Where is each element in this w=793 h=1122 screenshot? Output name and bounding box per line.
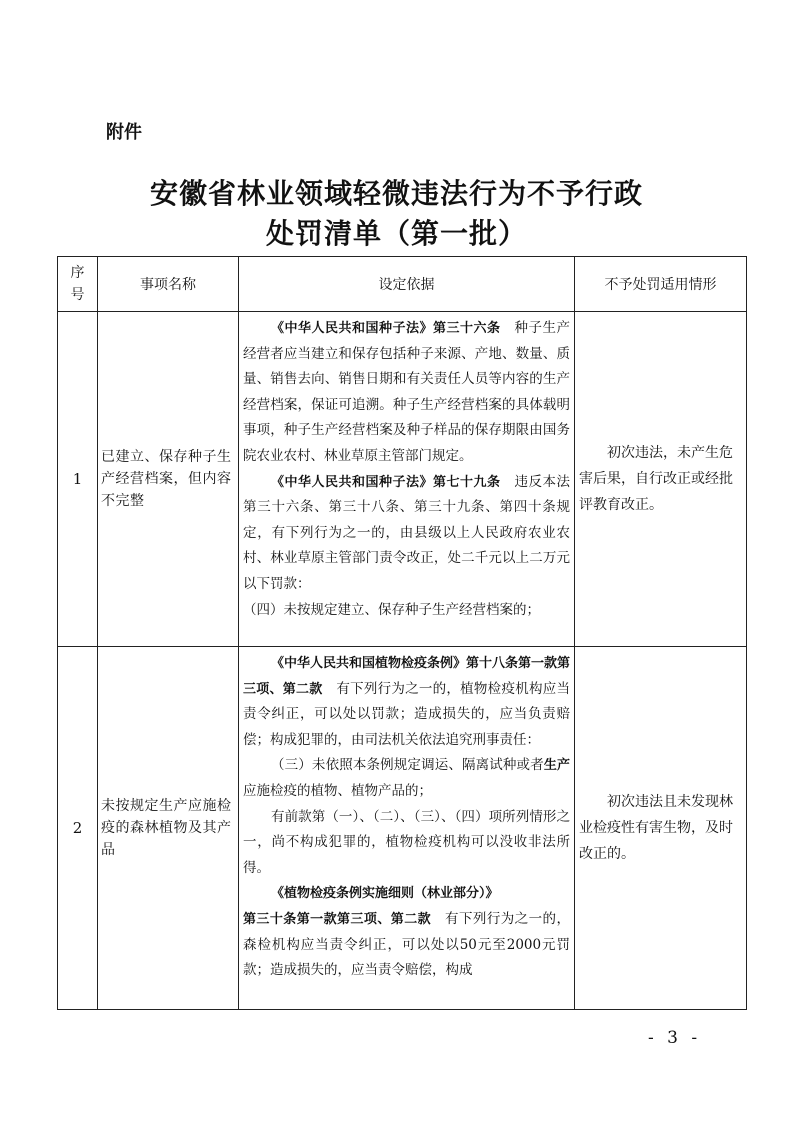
- row-condition: 初次违法，未产生危害后果，自行改正或经批评教育改正。: [575, 312, 747, 647]
- basis-law-title: 《植物检疫条例实施细则（林业部分）》: [271, 886, 499, 902]
- basis-paragraph: [243, 316, 570, 470]
- table-header-row: [58, 257, 747, 312]
- basis-law-title: 《中华人民共和国种子法》第七十九条: [271, 474, 501, 490]
- basis-law-title: 《中华人民共和国植物检疫条例》第十八条第一款第三项、第二款: [243, 656, 570, 697]
- document-title-line1: 安徽省林业领域轻微违法行为不予行政: [149, 177, 643, 210]
- row-item-name: 已建立、保存种子生产经营档案，但内容不完整: [98, 312, 239, 647]
- basis-text: 有下列行为之一的，森检机构应当责令纠正，可以处以50元至2000元罚款；造成损失的，应当责令赔偿，构成: [243, 910, 570, 979]
- table-row: [58, 647, 747, 1010]
- basis-paragraph: 有前款第（一）、（二）、（三）、（四）项所列情形之一，尚不构成犯罪的，植物检疫机构可以没收非法所得。: [243, 808, 570, 876]
- header-seq: [58, 257, 98, 312]
- header-condition: 不予处罚适用情形: [575, 257, 747, 312]
- document-title-line2: 处罚清单（第一批）: [265, 217, 527, 250]
- basis-paragraph: [243, 753, 570, 804]
- basis-article: 第三十条第一款第三项、第二款: [243, 911, 432, 927]
- basis-text: 种子生产经营者应当建立和保存包括种子来源、产地、数量、质量、销售去向、销售日期和有关责任人员等内容的生产经营档案，保证可追溯。种子生产经营档案的具体载明事项，种子生产经营档案及种子样品的保存期限由国务院农业农村、林业草原主管部门规定。: [243, 320, 570, 464]
- penalty-exemption-table: [57, 256, 747, 1010]
- table-row: [58, 312, 747, 647]
- basis-paragraph: [243, 651, 570, 753]
- row-seq: 2: [58, 647, 98, 1010]
- attachment-label: 附件: [106, 122, 142, 143]
- header-seq-line2: 号: [70, 287, 85, 303]
- basis-paragraph: [243, 907, 570, 984]
- row-item-name: 未按规定生产应施检疫的森林植物及其产品: [98, 647, 239, 1010]
- row-condition: 初次违法且未发现林业检疫性有害生物，及时改正的。: [575, 647, 747, 1010]
- basis-text: 违反本法第三十六条、第三十八条、第三十九条、第四十条规定，有下列行为之一的，由县级以上人民政府农业农村、林业草原主管部门责令改正，处二千元以上二万元以下罚款：: [243, 473, 570, 592]
- row-basis: [239, 647, 575, 1010]
- basis-emphasis: 生产: [543, 758, 570, 774]
- page-number: - 3 -: [648, 1028, 702, 1048]
- header-item-name: 事项名称: [98, 257, 239, 312]
- basis-text: 应施检疫的植物、植物产品的；: [243, 782, 432, 799]
- header-seq-line1: 序: [70, 265, 85, 281]
- header-basis: 设定依据: [239, 257, 575, 312]
- basis-text: （三）未依照本条例规定调运、隔离试种或者: [271, 757, 544, 774]
- row-basis: [239, 312, 575, 647]
- basis-paragraph: [243, 881, 570, 907]
- basis-law-title: 《中华人民共和国种子法》第三十六条: [271, 321, 501, 336]
- basis-paragraph: [243, 470, 570, 598]
- row-seq: 1: [58, 312, 98, 647]
- basis-text: 有下列行为之一的，植物检疫机构应当责令纠正，可以处以罚款；造成损失的，应当负责赔偿；构成犯罪的，由司法机关依法追究刑事责任：: [243, 680, 570, 748]
- basis-paragraph: （四）未按规定建立、保存种子生产经营档案的；: [243, 601, 540, 618]
